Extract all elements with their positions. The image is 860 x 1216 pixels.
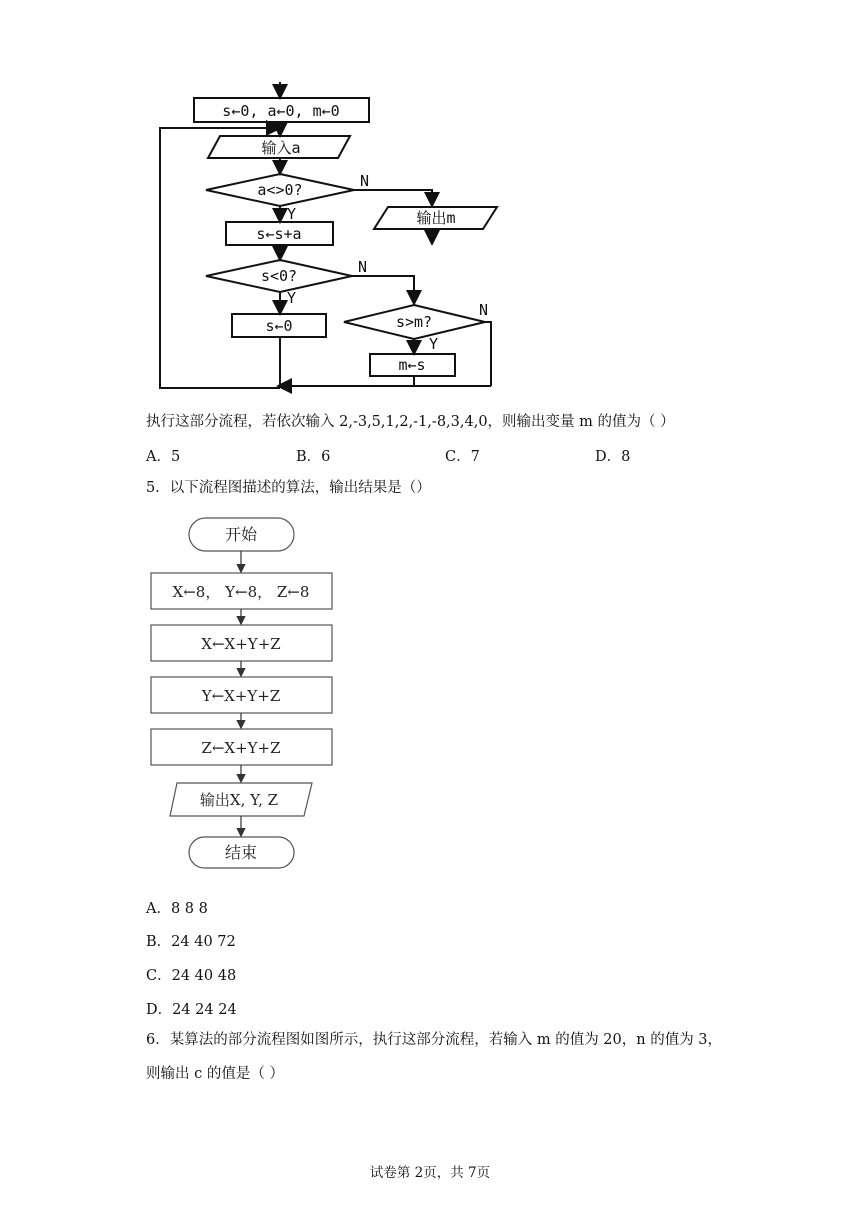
page-footer: 试卷第 2页，共 7页 (369, 1165, 491, 1181)
q5-text: 5．以下流程图描述的算法，输出结果是（） (146, 480, 431, 496)
q4-option-c: C．7 (445, 449, 480, 465)
init-xyz-label: X←8， Y←8， Z←8 (172, 583, 310, 601)
cond3-label: s>m? (395, 313, 433, 331)
cond2-label: s<0? (260, 267, 298, 285)
q4-option-a: A．5 (146, 449, 181, 465)
q4-option-d: D．8 (595, 449, 631, 465)
step1-label: X←X+Y+Z (201, 635, 281, 653)
q5-option-a: A．8 8 8 (146, 901, 208, 917)
output-xyz-label: 输出X, Y, Z (199, 791, 279, 809)
cond2-yes-label: Y (287, 289, 297, 307)
init-label: s←0, a←0, m←0 (222, 102, 340, 120)
q6-text-line1: 6．某算法的部分流程图如图所示，执行这部分流程，若输入 m 的值为 20，n 的值为 3， (146, 1032, 723, 1048)
update-m-label: m←s (398, 356, 426, 374)
flowchart-2 (140, 510, 350, 875)
cond3-yes-label: Y (429, 335, 439, 353)
cond1-yes-label: Y (287, 205, 297, 223)
update-s-label: s←s+a (256, 225, 302, 243)
q4-text: 执行这部分流程，若依次输入 2,-3,5,1,2,-1,-8,3,4,0，则输出变量 m 的值为（ ） (146, 414, 675, 430)
flowchart-1 (140, 70, 510, 400)
end-label: 结束 (224, 843, 258, 862)
step2-label: Y←X+Y+Z (201, 687, 281, 705)
q5-option-c: C．24 40 48 (146, 968, 237, 984)
q6-text-line2: 则输出 c 的值是（ ） (146, 1066, 284, 1082)
cond1-label: a<>0? (257, 181, 303, 199)
cond3-no-label: N (479, 301, 489, 319)
q5-option-b: B．24 40 72 (146, 934, 236, 950)
q5-option-d: D．24 24 24 (146, 1002, 237, 1018)
start-label: 开始 (224, 525, 258, 544)
cond1-no-label: N (360, 172, 370, 190)
q4-option-b: B．6 (296, 449, 331, 465)
step3-label: Z←X+Y+Z (201, 739, 281, 757)
output-m-label: 输出m (416, 209, 456, 227)
cond2-no-label: N (358, 258, 368, 276)
reset-s-label: s←0 (265, 317, 293, 335)
input-label: 输入a (261, 139, 301, 157)
